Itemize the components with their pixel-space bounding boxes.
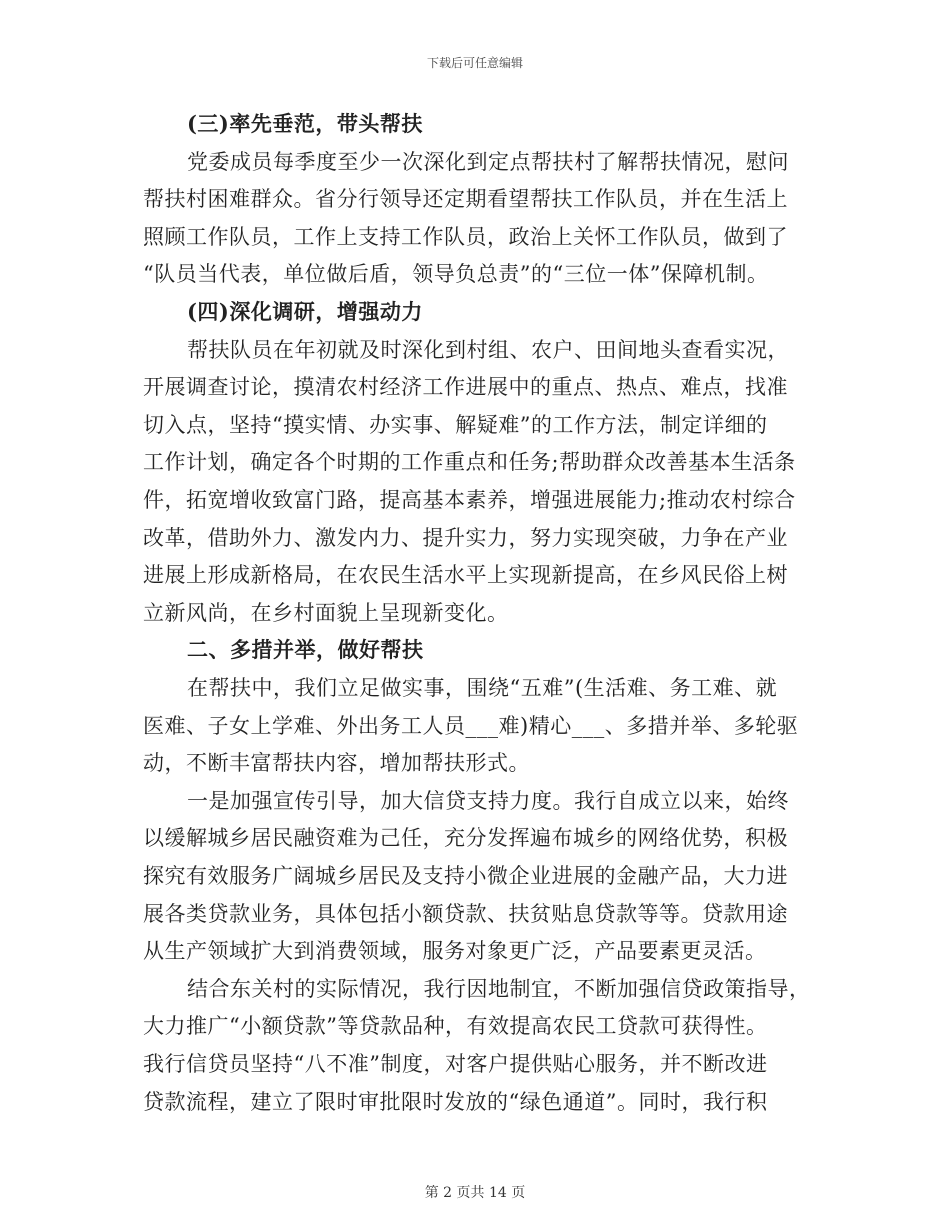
paragraph-line: 动，不断丰富帮扶内容，增加帮扶形式。: [143, 751, 530, 776]
paragraph-line: 医难、子女上学难、外出务工人员___难)精心___、多措并举、多轮驱: [143, 713, 799, 738]
paragraph-line: 改革，借助外力、激发内力、提升实力，努力实现突破，力争在产业: [143, 525, 788, 550]
paragraph-line: 照顾工作队员，工作上支持工作队员，政治上关怀工作队员，做到了: [143, 224, 788, 249]
paragraph-line: 大力推广“小额贷款”等贷款品种，有效提高农民工贷款可获得性。: [143, 1014, 768, 1039]
paragraph-line: 在帮扶中，我们立足做实事，围绕“五难”(生活难、务工难、就: [187, 676, 778, 700]
paragraph-line: 工作计划，确定各个时期的工作重点和任务;帮助群众改善基本生活条: [143, 450, 796, 475]
section-heading: (三)率先垂范，带头帮扶: [187, 111, 423, 136]
paragraph-line: 展各类贷款业务，具体包括小额贷款、扶贫贴息贷款等等。贷款用途: [143, 901, 788, 926]
paragraph-line: 从生产领域扩大到消费领域，服务对象更广泛，产品要素更灵活。: [143, 939, 767, 964]
paragraph-line: 一是加强宣传引导，加大信贷支持力度。我行自成立以来，始终: [187, 788, 789, 813]
paragraph-line: 我行信贷员坚持“八不准”制度，对客户提供贴心服务，并不断改进: [143, 1052, 768, 1076]
paragraph-line: 开展调查讨论，摸清农村经济工作进展中的重点、热点、难点，找准: [143, 375, 788, 400]
paragraph-line: “队员当代表，单位做后盾，领导负总责”的“三位一体”保障机制。: [143, 262, 769, 287]
page-footer: 第 2 页共 14 页: [424, 1185, 526, 1201]
paragraph-line: 立新风尚，在乡村面貌上呈现新变化。: [143, 600, 509, 625]
paragraph-line: 进展上形成新格局，在农民生活水平上实现新提高，在乡风民俗上树: [143, 563, 788, 588]
paragraph-line: 帮扶队员在年初就及时深化到村组、农户、田间地头查看实况，: [187, 337, 789, 362]
section-heading: (四)深化调研，增强动力: [187, 299, 423, 324]
paragraph-line: 探究有效服务广阔城乡居民及支持小微企业进展的金融产品，大力进: [143, 864, 788, 888]
header-note: 下载后可任意编辑: [426, 56, 523, 70]
paragraph-line: 件，拓宽增收致富门路，提高基本素养，增强进展能力;推动农村综合: [143, 488, 796, 512]
paragraph-line: 切入点，坚持“摸实情、办实事、解疑难”的工作方法，制定详细的: [143, 412, 768, 437]
paragraph-line: 贷款流程，建立了限时审批限时发放的“绿色通道”。同时，我行积: [143, 1089, 768, 1114]
paragraph-line: 帮扶村困难群众。省分行领导还定期看望帮扶工作队员，并在生活上: [143, 187, 788, 212]
paragraph-line: 结合东关村的实际情况，我行因地制宜，不断加强信贷政策指导，: [187, 976, 811, 1001]
paragraph-line: 以缓解城乡居民融资难为己任，充分发挥遍布城乡的网络优势，积极: [143, 826, 788, 851]
section-heading: 二、多措并举，做好帮扶: [187, 637, 424, 663]
paragraph-line: 党委成员每季度至少一次深化到定点帮扶村了解帮扶情况，慰问: [187, 149, 789, 174]
